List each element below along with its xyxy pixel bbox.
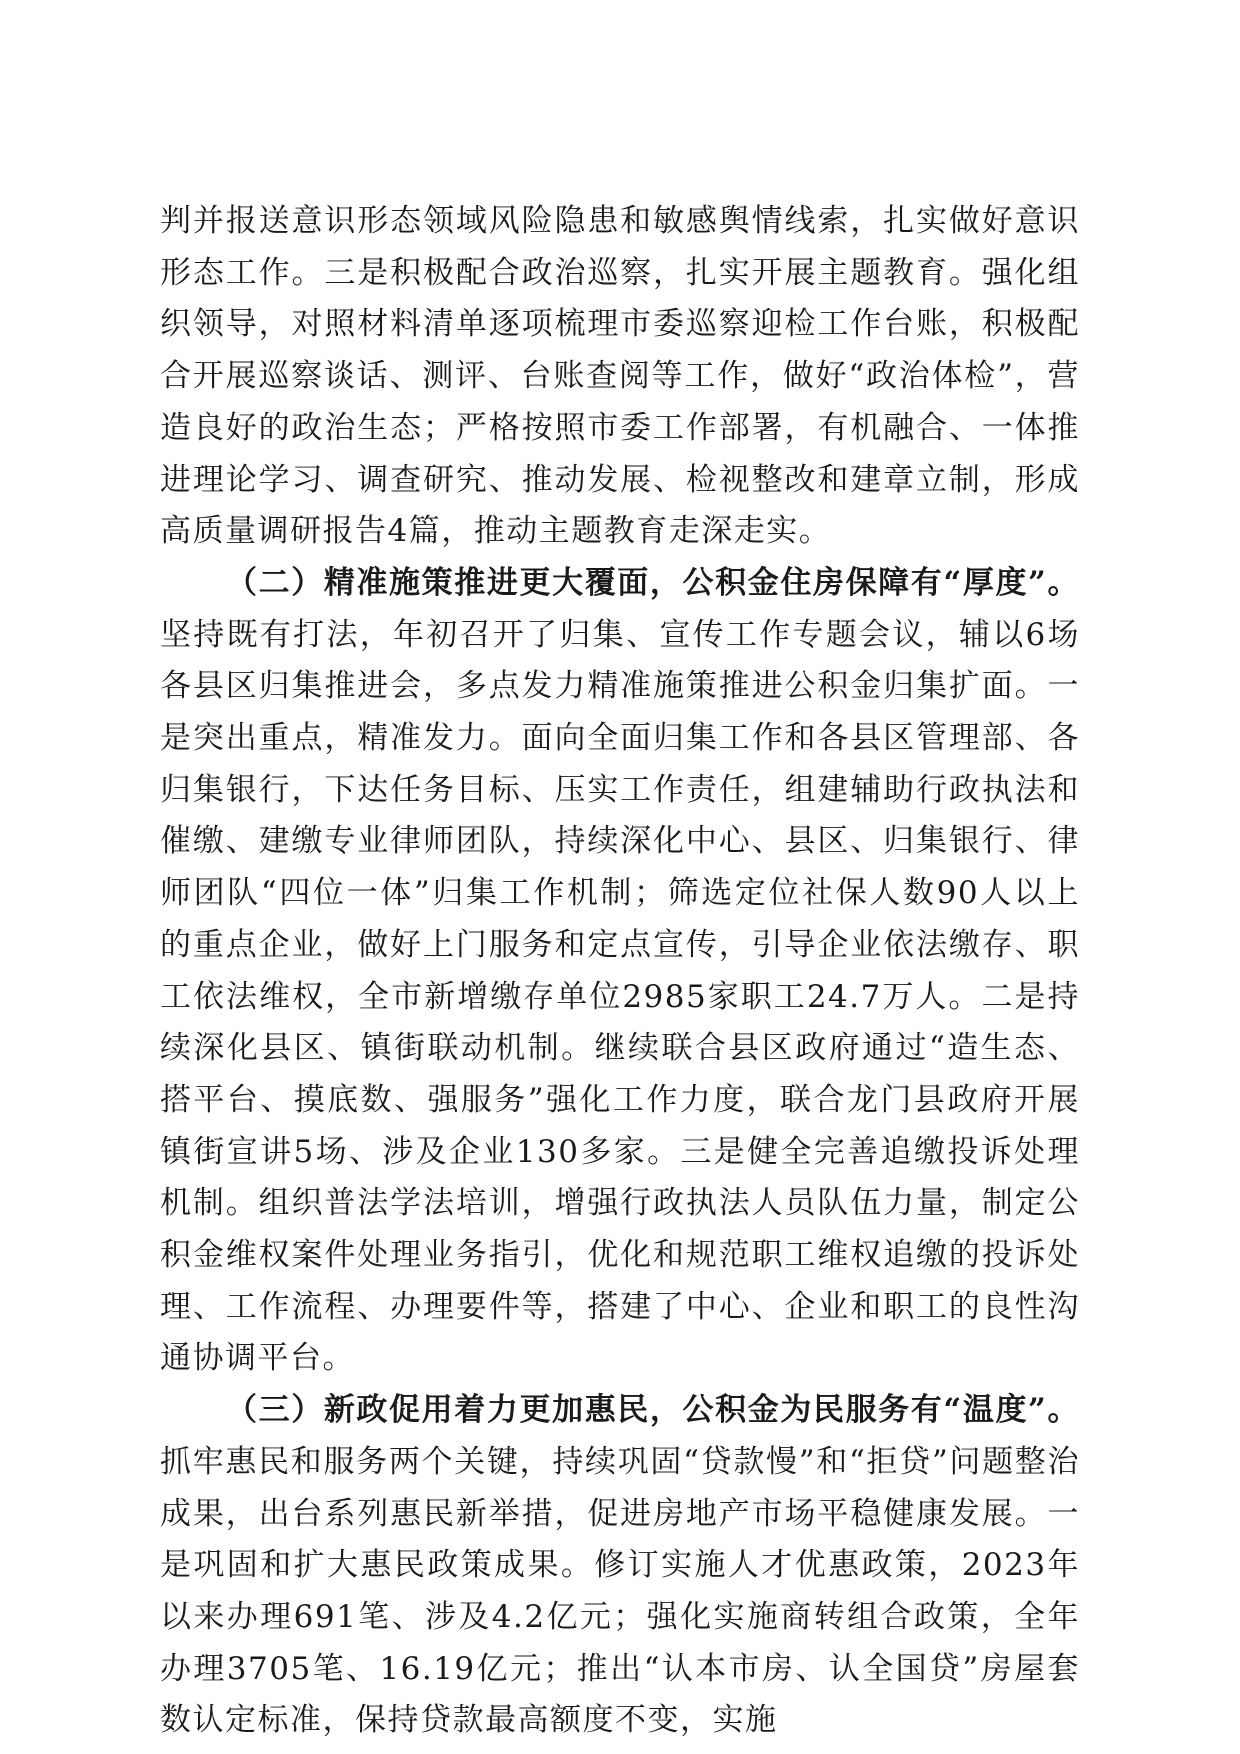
paragraph-section-2 (160, 558, 1080, 1385)
section-heading: （三）新政促用着力更加惠民，公积金为民服务有“温度”。 (226, 1392, 1080, 1429)
document-body (160, 196, 1080, 1747)
section-heading: （二）精准施策推进更大覆面，公积金住房保障有“厚度”。 (226, 564, 1080, 601)
paragraph-body-text: 抓牢惠民和服务两个关键，持续巩固“贷款慢”和“拒贷”问题整治成果，出台系列惠民新举措，促进房地产市场平稳健康发展。一是巩固和扩大惠民政策成果。修订实施人才优惠政策，2023年以来办理691笔、涉及4.2亿元；强化实施商转组合政策，全年办理3705笔、16.19亿元；推出“认本市房、认全国贷”房屋套数认定标准，保持贷款最高额度不变，实施 (160, 1443, 1080, 1739)
paragraph-section-3 (160, 1385, 1080, 1747)
paragraph-continuation (160, 196, 1080, 558)
paragraph-body-text: 判并报送意识形态领域风险隐患和敏感舆情线索，扎实做好意识形态工作。三是积极配合政治巡察，扎实开展主题教育。强化组织领导，对照材料清单逐项梳理市委巡察迎检工作台账，积极配合开展巡察谈话、测评、台账查阅等工作，做好“政治体检”，营造良好的政治生态；严格按照市委工作部署，有机融合、一体推进理论学习、调查研究、推动发展、检视整改和建章立制，形成高质量调研报告4篇，推动主题教育走深走实。 (160, 203, 1080, 550)
paragraph-body-text: 坚持既有打法，年初召开了归集、宣传工作专题会议，辅以6场各县区归集推进会，多点发力精准施策推进公积金归集扩面。一是突出重点，精准发力。面向全面归集工作和各县区管理部、各归集银行，下达任务目标、压实工作责任，组建辅助行政执法和催缴、建缴专业律师团队，持续深化中心、县区、归集银行、律师团队“四位一体”归集工作机制；筛选定位社保人数90人以上的重点企业，做好上门服务和定点宣传，引导企业依法缴存、职工依法维权，全市新增缴存单位2985家职工24.7万人。二是持续深化县区、镇街联动机制。继续联合县区政府通过“造生态、搭平台、摸底数、强服务”强化工作力度，联合龙门县政府开展镇街宣讲5场、涉及企业130多家。三是健全完善追缴投诉处理机制。组织普法学法培训，增强行政执法人员队伍力量，制定公积金维权案件处理业务指引，优化和规范职工维权追缴的投诉处理、工作流程、办理要件等，搭建了中心、企业和职工的良性沟通协调平台。 (160, 616, 1080, 1377)
